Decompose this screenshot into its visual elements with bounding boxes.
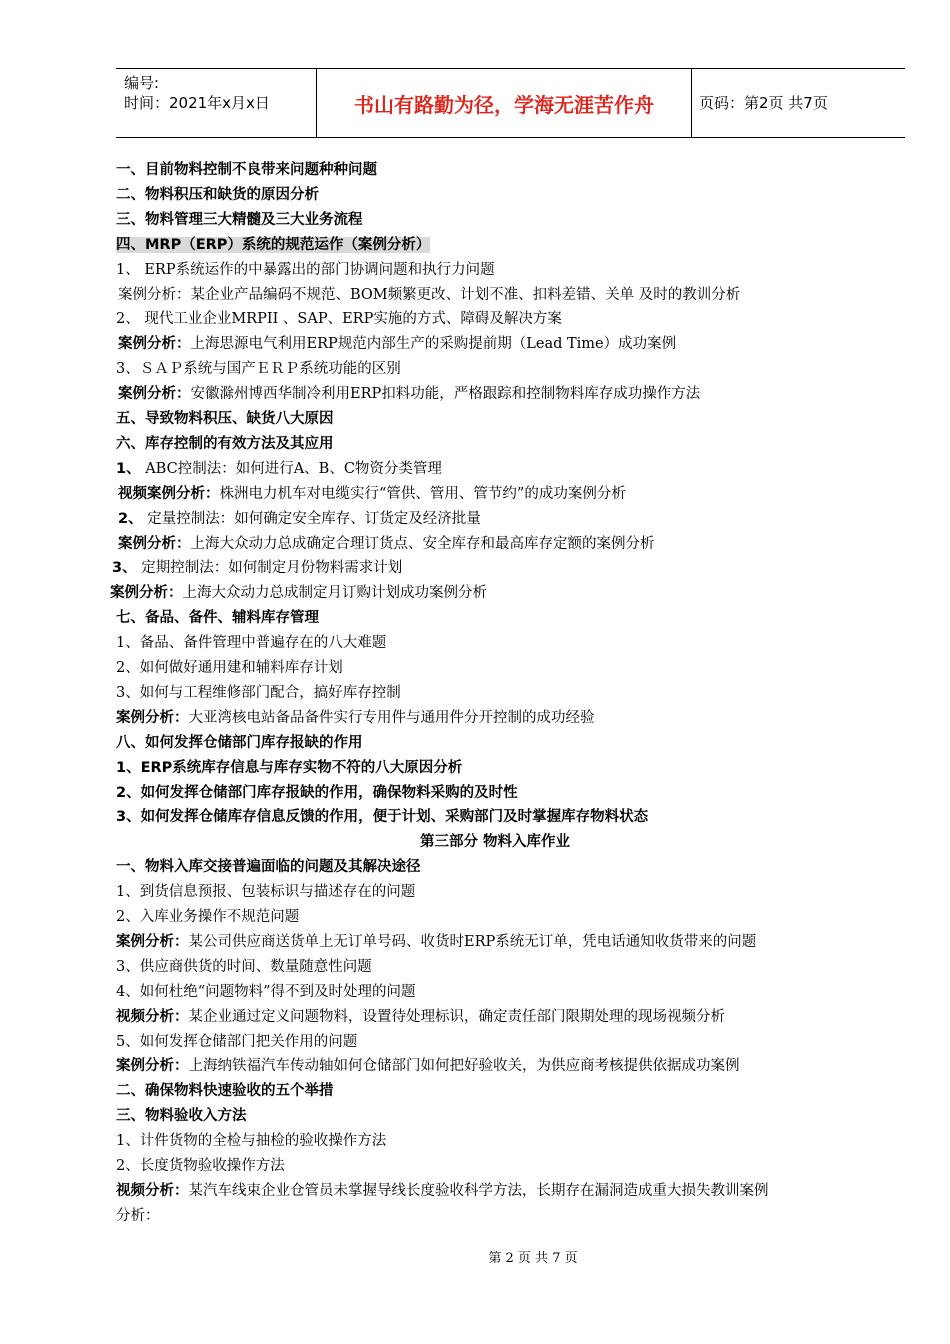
line-text: 第三部分 物料入库作业: [419, 834, 571, 851]
line-text: 七、备品、备件、辅料库存管理: [116, 610, 319, 627]
line-text: 某公司供应商送货单上无订单号码、收货时ERP系统无订单，凭电话通知收货带来的问题: [188, 933, 757, 950]
page-number: 页码：第2页 共7页: [699, 94, 828, 112]
line-text: 大亚湾核电站备品备件实行专用件与通用件分开控制的成功经验: [188, 709, 595, 726]
text-line: [112, 556, 402, 581]
line-text: 4、如何杜绝“问题物料”得不到及时处理的问题: [116, 983, 416, 1000]
line-text: 3、如何发挥仓储库存信息反馈的作用，便于计划、采购部门及时掌握库存物料状态: [116, 809, 649, 826]
text-line: [116, 258, 495, 283]
text-line: [116, 706, 595, 731]
text-line: [116, 656, 343, 681]
text-line: [116, 1154, 285, 1179]
document-header: [116, 68, 905, 138]
line-text: 二、确保物料快速验收的五个举措: [116, 1083, 334, 1100]
code-label: 编号:: [124, 74, 160, 92]
text-line: [116, 681, 401, 706]
line-label: 案例分析：: [116, 709, 189, 726]
motto-text: 书山有路勤为径，学海无涯苦作舟: [354, 92, 654, 117]
line-label: 案例分析：: [118, 535, 191, 552]
line-text: 3、ＳＡＰ系统与国产ＥＲＰ系统功能的区别: [116, 361, 401, 378]
text-line: [116, 1204, 160, 1229]
text-line: [116, 731, 363, 756]
line-text: 三、物料验收入方法: [116, 1108, 247, 1125]
text-line: [116, 930, 756, 955]
line-text: 1、备品、备件管理中普遍存在的八大难题: [116, 635, 387, 652]
text-line: [116, 1079, 334, 1104]
line-label: 视频分析：: [116, 1182, 189, 1199]
text-line: [116, 1030, 357, 1055]
line-label: 案例分析：: [118, 386, 191, 403]
text-line: [116, 880, 415, 905]
text-line: [116, 457, 442, 482]
line-label: 1、: [116, 460, 141, 477]
line-text: 四、MRP（ERP）系统的规范运作（案例分析）: [116, 236, 431, 253]
line-label: 3、: [112, 560, 137, 577]
line-text: 分析：: [116, 1207, 160, 1224]
line-text: 2、如何发挥仓储部门库存报缺的作用，确保物料采购的及时性: [116, 784, 518, 801]
line-text: 3、供应商供货的时间、数量随意性问题: [116, 958, 372, 975]
text-line: [116, 183, 319, 208]
text-line: [118, 532, 655, 557]
text-line: [116, 781, 518, 806]
line-text: 上海纳铁福汽车传动轴如何仓储部门如何把好验收关，为供应商考核提供依据成功案例: [188, 1058, 740, 1075]
text-line: [116, 208, 363, 233]
line-text: 2、长度货物验收操作方法: [116, 1158, 285, 1174]
line-label: 案例分析：: [110, 585, 183, 602]
header-left-cell: [116, 69, 316, 137]
line-label: 视频分析：: [116, 1008, 189, 1025]
text-line: [116, 855, 421, 880]
line-text: 1、到货信息预报、包装标识与描述存在的问题: [116, 884, 416, 901]
text-line: [116, 307, 562, 332]
page-footer: [0, 1247, 950, 1266]
text-line: [116, 1054, 740, 1079]
line-text: 5、如何发挥仓储部门把关作用的问题: [116, 1033, 358, 1050]
line-text: 2、入库业务操作不规范问题: [116, 909, 300, 925]
text-line: [116, 1104, 247, 1129]
line-label: 视频案例分析：: [118, 485, 220, 502]
text-line: [116, 407, 334, 432]
text-line: [116, 905, 299, 930]
text-line: [116, 1129, 386, 1154]
footer-page-number: 第 2 页 共 7 页: [488, 1251, 578, 1266]
line-label: 案例分析：: [116, 933, 189, 950]
line-text: 一、目前物料控制不良带来问题种种问题: [116, 162, 377, 178]
text-line: [118, 382, 700, 407]
text-line: [116, 357, 401, 382]
text-line: [116, 756, 462, 781]
text-line: [118, 332, 676, 357]
text-line: [116, 955, 372, 980]
line-label: 案例分析：: [116, 1058, 189, 1075]
line-text: 3、如何与工程维修部门配合，搞好库存控制: [116, 684, 401, 701]
line-text: ABC控制法：如何进行A、B、C物资分类管理: [140, 460, 442, 477]
line-label: 2、: [118, 510, 143, 527]
line-text: 五、导致物料积压、缺货八大原因: [116, 411, 334, 427]
line-text: 1、 ERP系统运作的中暴露出的部门协调问题和执行力问题: [116, 261, 495, 278]
line-text: 八、如何发挥仓储部门库存报缺的作用: [116, 734, 363, 751]
text-line: [118, 482, 626, 507]
line-text: 定量控制法：如何确定安全库存、订货定及经济批量: [142, 510, 481, 527]
text-line: [116, 606, 319, 631]
text-line: [116, 631, 386, 656]
line-text: 1、ERP系统库存信息与库存实物不符的八大原因分析: [116, 759, 463, 776]
text-line: [118, 507, 481, 532]
line-text: 2、如何做好通用建和辅料库存计划: [116, 660, 343, 676]
line-label: 案例分析：: [118, 336, 191, 353]
line-text: 上海大众动力总成制定月订购计划成功案例分析: [182, 585, 487, 602]
line-text: 上海大众动力总成确定合理订货点、安全库存和最高库存定额的案例分析: [190, 535, 655, 552]
line-text: 六、库存控制的有效方法及其应用: [116, 435, 334, 452]
line-text: 二、物料积压和缺货的原因分析: [116, 186, 319, 203]
line-text: 2、 现代工业企业MRPII 、SAP、ERP实施的方式、障碍及解决方案: [116, 311, 562, 328]
header-motto-cell: [316, 69, 692, 137]
line-text: 三、物料管理三大精髓及三大业务流程: [116, 211, 363, 228]
line-text: 一、物料入库交接普遍面临的问题及其解决途径: [116, 859, 421, 876]
text-line: [0, 830, 950, 855]
text-line: [116, 158, 377, 183]
text-line: [110, 581, 487, 606]
text-line: [116, 233, 430, 258]
line-text: 案例分析：某企业产品编码不规范、BOM频繁更改、计划不准、扣料差错、关单 及时的教训分析: [118, 286, 741, 303]
line-text: 定期控制法：如何制定月份物料需求计划: [136, 560, 403, 577]
text-line: [116, 1005, 725, 1030]
line-text: 某汽车线束企业仓管员未掌握导线长度验收科学方法，长期存在漏洞造成重大损失教训案例: [188, 1182, 769, 1199]
text-line: [118, 283, 740, 308]
line-text: 上海思源电气利用ERP规范内部生产的采购提前期（Lead Time）成功案例: [190, 336, 677, 353]
text-line: [116, 432, 334, 457]
text-line: [116, 1179, 769, 1204]
header-page-cell: [691, 69, 905, 137]
text-line: [116, 980, 416, 1005]
line-text: 安徽滁州博西华制冷利用ERP扣料功能，严格跟踪和控制物料库存成功操作方法: [190, 386, 701, 403]
text-line: [116, 805, 648, 830]
line-text: 株洲电力机车对电缆实行“管供、管用、管节约”的成功案例分析: [219, 485, 626, 502]
line-text: 某企业通过定义问题物料，设置待处理标识，确定责任部门限期处理的现场视频分析: [188, 1008, 725, 1025]
time-label: 时间：2021年x月x日: [124, 94, 270, 112]
line-text: 1、计件货物的全检与抽检的验收操作方法: [116, 1133, 387, 1150]
